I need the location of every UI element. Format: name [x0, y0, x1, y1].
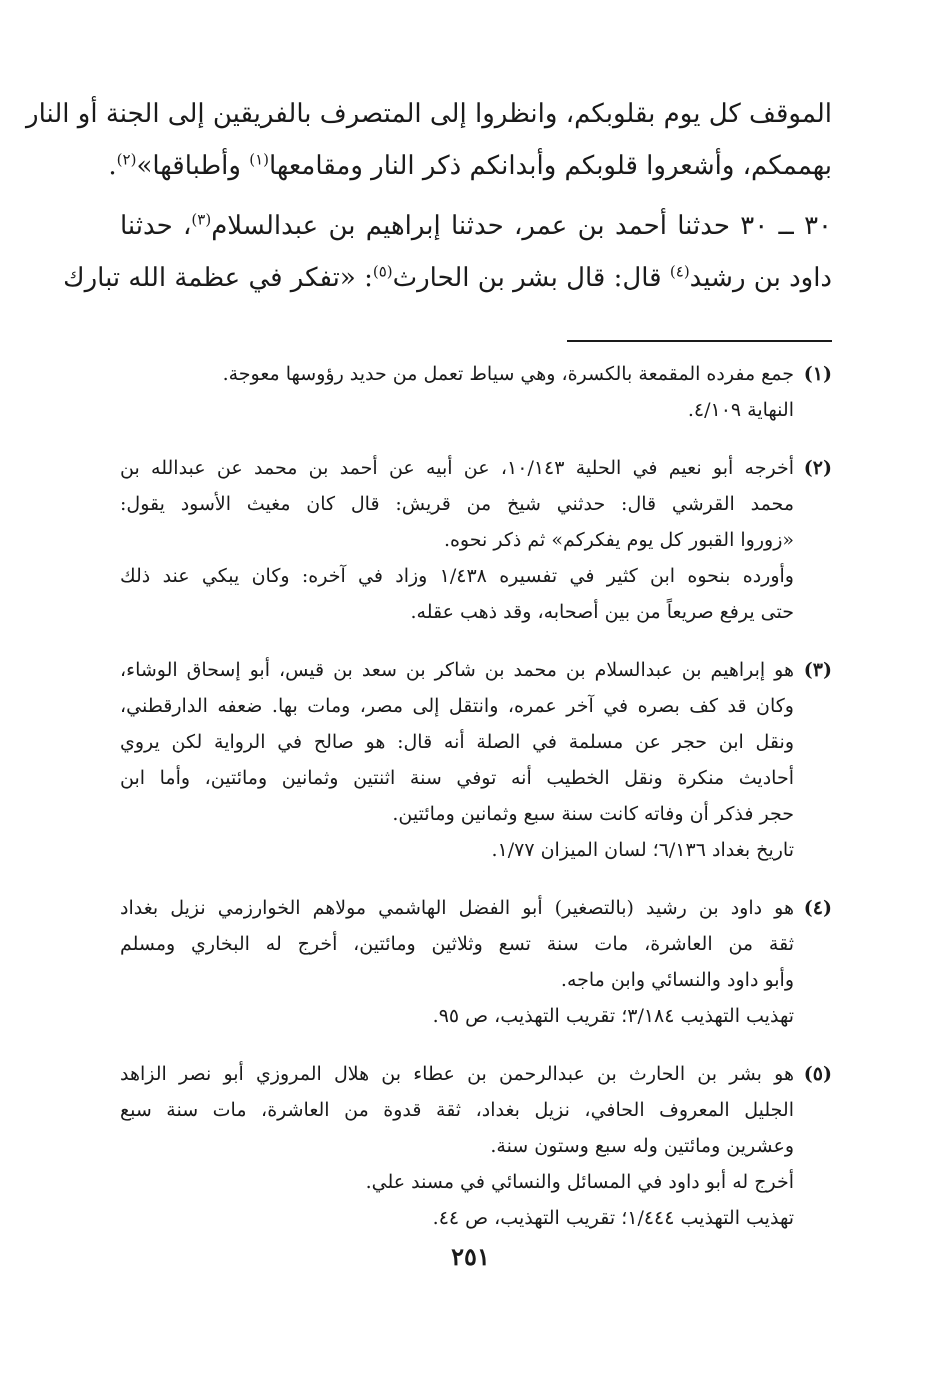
footnote-line: وعشرين ومائتين وله سبع وستون سنة.	[490, 1135, 794, 1157]
page-number: ٢٥١	[451, 1242, 490, 1271]
main-line-1-text: الموقف كل يوم بقلوبكم، وانظروا إلى المتصرف بالفريقين إلى الجنة أو النار	[26, 99, 832, 129]
footnote-ref-2[interactable]: (٢)	[116, 150, 137, 169]
footnote-1	[120, 356, 832, 428]
main-line-3	[120, 200, 832, 252]
footnote-line: تهذيب التهذيب ٣/١٨٤؛ تقريب التهذيب، ص ٩٥.	[432, 1005, 794, 1027]
footnote-ref-5[interactable]: (٥)	[372, 262, 393, 281]
footnote-line: وأورده بنحوه ابن كثير في تفسيره ١/٤٣٨ وزاد في آخره: وكان يبكي عند ذلك	[120, 565, 794, 587]
footnote-separator	[567, 340, 832, 342]
main-line-4-tail: قال: قال بشر بن الحارث	[392, 263, 670, 293]
footnote-body	[120, 356, 794, 428]
footnote-number: (٤)	[803, 897, 832, 919]
footnote-line: ثقة من العاشرة، مات سنة تسع وثلاثين ومائتين، أخرج له البخاري ومسلم	[120, 933, 794, 955]
main-line-3-tail: ، حدثنا	[120, 211, 192, 241]
footnote-body	[120, 890, 794, 1034]
footnote-line: وكان قد كف بصره في آخر عمره، وانتقل إلى مصر، ومات بها. ضعفه الدارقطني،	[120, 695, 794, 717]
footnote-body	[120, 652, 794, 868]
footnote-number: (٥)	[803, 1063, 832, 1085]
footnote-number: (٢)	[803, 457, 832, 479]
footnote-5	[120, 1056, 832, 1236]
footnote-ref-1[interactable]: (١)	[249, 150, 269, 169]
main-line-4-text: داود بن رشيد	[689, 263, 832, 293]
footnotes	[120, 356, 832, 1236]
footnote-line: أحاديث منكرة ونقل الخطيب أنه توفي سنة اثنتين وثمانين ومائتين، وأما ابن	[120, 767, 794, 789]
footnote-line: هو بشر بن الحارث بن عبدالرحمن بن عطاء بن هلال المروزي أبو نصر الزاهد	[120, 1063, 794, 1085]
footnote-line: محمد القرشي قال: حدثني شيخ من قريش: قال كان مغيث الأسود يقول:	[120, 493, 794, 515]
footnote-line: تهذيب التهذيب ١/٤٤٤؛ تقريب التهذيب، ص ٤٤.	[432, 1207, 794, 1229]
footnote-line: ونقل ابن حجر عن مسلمة في الصلة أنه قال: هو صالح في الرواية لكن يروي	[120, 731, 794, 753]
main-line-2-text: بهممكم، وأشعروا قلوبكم وأبدانكم ذكر النار ومقامعها	[268, 151, 832, 181]
footnote-line: حتى يرفع صريعاً من بين أصحابه، وقد ذهب عقله.	[410, 601, 794, 623]
main-line-4-end: : «تفكر في عظمة الله تبارك	[63, 263, 373, 293]
main-line-2-tail: وأطباقها»	[136, 151, 250, 181]
footnote-body	[120, 1056, 794, 1236]
footnote-ref-3[interactable]: (٣)	[191, 210, 212, 229]
footnote-number: (١)	[803, 363, 832, 385]
footnote-line: وأبو داود والنسائي وابن ماجه.	[560, 969, 794, 991]
footnote-number: (٣)	[803, 659, 832, 681]
footnote-line: الجليل المعروف الحافي، نزيل بغداد، ثقة قدوة من العاشرة، مات سنة سبع	[120, 1099, 794, 1121]
main-line-2	[108, 140, 832, 192]
footnote-line: أخرجه أبو نعيم في الحلية ١٠/١٤٣، عن أبيه عن أحمد بن محمد عن عبدالله بن	[120, 457, 794, 479]
main-line-3-text: ٣٠ ــ ٣٠ حدثنا أحمد بن عمر، حدثنا إبراهيم بن عبدالسلام	[211, 211, 832, 241]
main-text	[26, 88, 832, 304]
footnote-line: هو داود بن رشيد (بالتصغير) أبو الفضل الهاشمي مولاهم الخوارزمي نزيل بغداد	[120, 897, 794, 919]
main-line-2-end: .	[108, 151, 117, 181]
footnote-line: «زوروا القبور كل يوم يفكركم» ثم ذكر نحوه.	[443, 529, 794, 551]
main-line-1	[26, 88, 832, 140]
footnote-4	[120, 890, 832, 1034]
footnote-line: تاريخ بغداد ٦/١٣٦؛ لسان الميزان ١/٧٧.	[491, 839, 794, 861]
footnote-body	[120, 450, 794, 630]
page-content	[26, 88, 832, 1236]
footnote-ref-4[interactable]: (٤)	[669, 262, 690, 281]
footnote-line: حجر فذكر أن وفاته كانت سنة سبع وثمانين ومائتين.	[392, 803, 794, 825]
footnote-line: النهاية ٤/١٠٩.	[687, 399, 794, 421]
footnote-line: أخرج له أبو داود في المسائل والنسائي في مسند علي.	[365, 1171, 794, 1193]
footnote-line: جمع مفرده المقمعة بالكسرة، وهي سياط تعمل من حديد رؤوسها معوجة.	[222, 363, 794, 385]
main-line-4	[63, 252, 832, 304]
footnote-3	[120, 652, 832, 868]
footnote-line: هو إبراهيم بن عبدالسلام بن محمد بن شاكر بن سعد بن قيس، أبو إسحاق الوشاء،	[120, 659, 795, 681]
footnote-2	[120, 450, 832, 630]
